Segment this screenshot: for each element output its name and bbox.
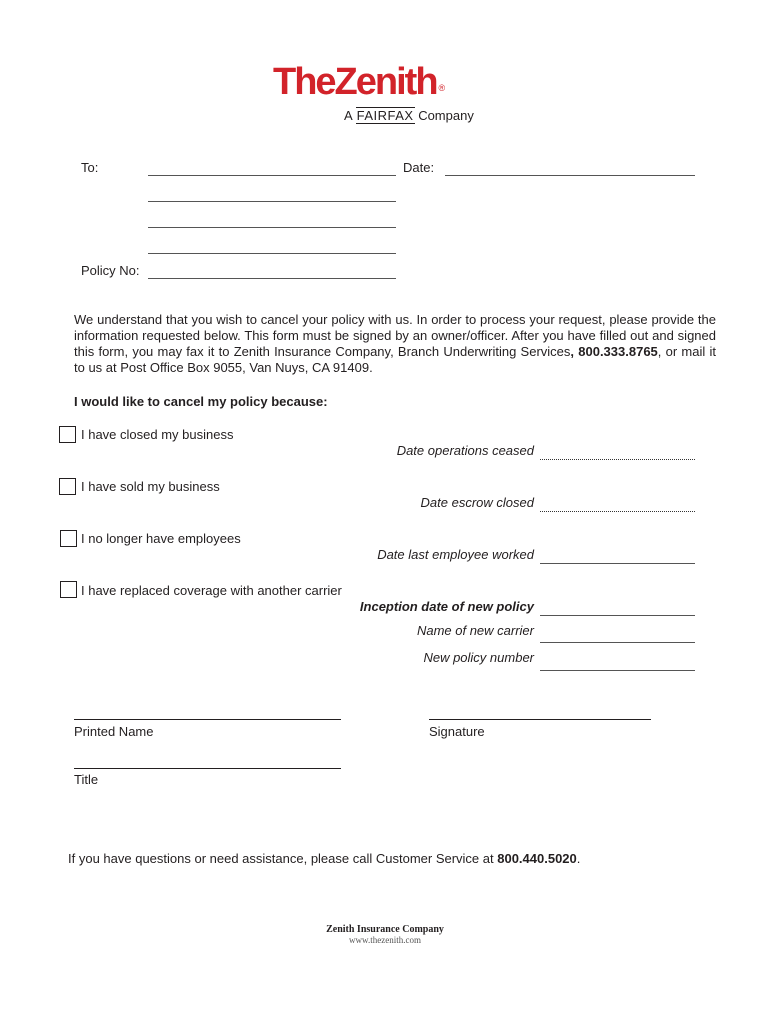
inception-date-label: Inception date of new policy xyxy=(359,599,534,614)
intro-paragraph xyxy=(74,312,716,376)
tagline-prefix: A xyxy=(344,108,352,123)
reasons-heading: I would like to cancel my policy because: xyxy=(74,394,328,409)
date-last-employee-label: Date last employee worked xyxy=(377,547,534,562)
customer-service-period: . xyxy=(576,851,581,866)
sold-business-label: I have sold my business xyxy=(81,479,220,494)
new-policy-number-field[interactable] xyxy=(540,655,695,671)
date-operations-ceased-field[interactable] xyxy=(540,444,695,460)
to-label: To: xyxy=(81,160,99,175)
inception-date-field[interactable] xyxy=(540,600,695,616)
customer-service-phone: 800.440.5020 xyxy=(497,851,577,866)
policy-no-label: Policy No: xyxy=(81,263,140,278)
signature-field[interactable] xyxy=(429,703,651,719)
customer-service-note xyxy=(68,851,580,866)
title-field[interactable] xyxy=(74,752,341,768)
to-field-line-3[interactable] xyxy=(148,212,396,228)
registered-mark: ® xyxy=(438,83,446,93)
logo-text: TheZenith xyxy=(273,61,437,103)
signature-label: Signature xyxy=(429,724,485,739)
no-employees-checkbox[interactable] xyxy=(60,530,77,547)
date-operations-ceased-label: Date operations ceased xyxy=(396,443,534,458)
date-escrow-closed-label: Date escrow closed xyxy=(420,495,534,510)
closed-business-label: I have closed my business xyxy=(81,427,234,442)
title-label: Title xyxy=(74,772,99,787)
sold-business-checkbox[interactable] xyxy=(59,478,76,495)
date-field[interactable] xyxy=(445,160,695,176)
fairfax-tagline xyxy=(344,108,474,123)
date-last-employee-field[interactable] xyxy=(540,548,695,564)
new-policy-number-label: New policy number xyxy=(423,650,534,665)
new-carrier-label: Name of new carrier xyxy=(416,623,534,638)
closed-business-checkbox[interactable] xyxy=(59,426,76,443)
no-employees-label: I no longer have employees xyxy=(81,531,241,546)
fairfax-wordmark: FAIRFAX xyxy=(356,108,414,123)
intro-text: We understand that you wish to cancel your policy with us. In order to process your request, please provide the information requested below. This form must be signed by an owner/officer. After you have filled out and signed this form, you may fax it to Zenith Insurance Company, Branch Underwriting Services xyxy=(74,312,716,359)
customer-service-text: If you have questions or need assistance, please call Customer Service at xyxy=(68,851,498,866)
company-website: www.thezenith.com xyxy=(349,935,421,945)
printed-name-label: Printed Name xyxy=(74,724,154,739)
replaced-coverage-checkbox[interactable] xyxy=(60,581,77,598)
date-escrow-closed-field[interactable] xyxy=(540,496,695,512)
company-name: Zenith Insurance Company xyxy=(326,924,444,935)
to-field-line-2[interactable] xyxy=(148,186,396,202)
policy-no-field[interactable] xyxy=(148,263,396,279)
tagline-suffix: Company xyxy=(418,108,474,123)
printed-name-field[interactable] xyxy=(74,703,341,719)
fax-number: , 800.333.8765 xyxy=(570,344,658,359)
intro-mail-text: , or mail it to us at Post Office Box 9055, Van Nuys, CA 91409. xyxy=(74,344,716,375)
zenith-logo xyxy=(273,62,483,102)
date-label: Date: xyxy=(403,160,435,175)
to-field-line-4[interactable] xyxy=(148,238,396,254)
replaced-coverage-label: I have replaced coverage with another carrier xyxy=(81,583,342,598)
to-field-line-1[interactable] xyxy=(148,160,396,176)
new-carrier-field[interactable] xyxy=(540,627,695,643)
